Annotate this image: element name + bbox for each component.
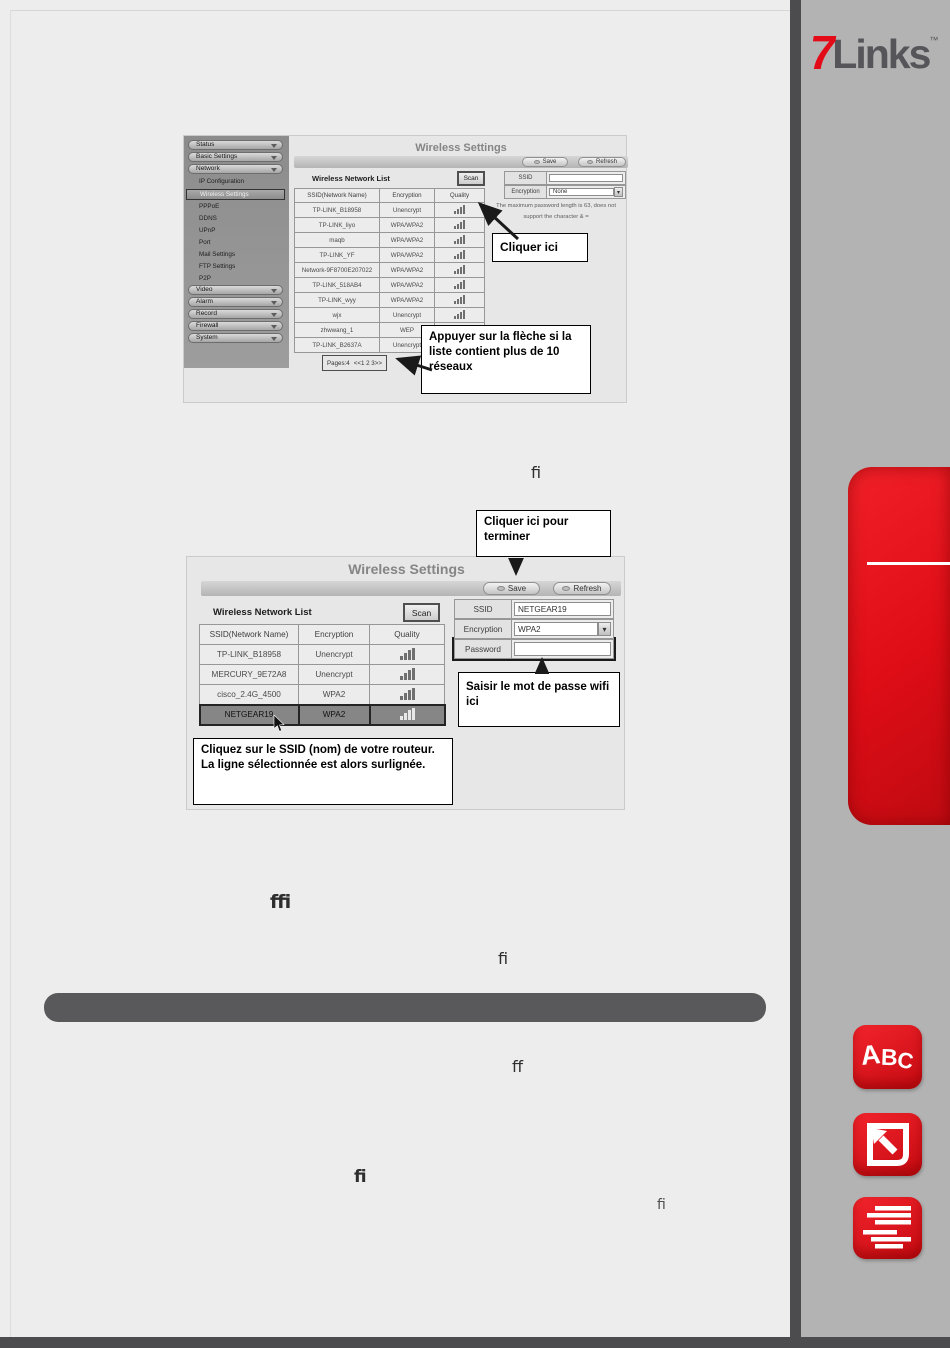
callout-password: Saisir le mot de passe wifi ici — [458, 672, 620, 727]
section-heading-bar — [44, 993, 766, 1022]
sidebar-item-upnp[interactable]: UPnP — [199, 227, 216, 234]
ligature-glyph: fi — [531, 463, 542, 482]
page-frame-left — [10, 10, 11, 1337]
save-icon — [534, 160, 540, 164]
callout-arrow-to-save — [508, 558, 524, 580]
page-title: Wireless Settings — [415, 142, 507, 154]
refresh-label: Refresh — [595, 159, 617, 165]
ligature-glyph: fi — [354, 1167, 367, 1187]
signal-icon — [454, 280, 465, 289]
wifi-settings-panel — [454, 599, 614, 659]
signal-icon — [454, 205, 465, 214]
signal-icon — [454, 220, 465, 229]
callout-arrow-to-pager — [388, 352, 434, 376]
table-row[interactable]: MERCURY_9E72A8 Unencrypt — [200, 665, 445, 685]
ssid-input[interactable] — [549, 174, 623, 182]
table-row[interactable]: zhwwang_1 WEP — [295, 323, 485, 338]
table-row[interactable]: TP-LINK_B18958 Unencrypt — [295, 203, 485, 218]
signal-icon — [454, 250, 465, 259]
sidebar-item-system[interactable]: System — [188, 333, 283, 343]
abc-letter-c: C — [895, 1046, 916, 1074]
callout-finish: Cliquer ici pour terminer — [476, 510, 611, 557]
sidebar-item-basic-settings[interactable]: Basic Settings — [188, 152, 283, 162]
dropdown-arrow-icon[interactable]: ▾ — [598, 622, 611, 636]
encryption-select[interactable]: None — [549, 188, 614, 196]
sidebar-item-port[interactable]: Port — [199, 239, 211, 246]
ssid-label: SSID — [454, 599, 512, 619]
refresh-icon — [562, 586, 570, 591]
sidebar-item-ftp-settings[interactable]: FTP Settings — [199, 263, 236, 270]
sidebar-item-firewall[interactable]: Firewall — [188, 321, 283, 331]
signal-icon — [454, 310, 465, 319]
wireless-network-table — [199, 624, 445, 725]
refresh-icon — [587, 160, 593, 164]
dropdown-arrow-icon[interactable]: ▾ — [614, 187, 623, 197]
table-header-row — [295, 189, 485, 203]
pager-pages: Pages:4 — [327, 359, 350, 367]
encryption-label: Encryption — [504, 185, 547, 199]
sidebar-item-network[interactable]: Network — [188, 164, 283, 174]
password-label: Password — [454, 639, 512, 659]
network-list-title: Wireless Network List — [213, 607, 312, 618]
sidebar-item-wireless-settings[interactable]: Wireless Settings — [186, 189, 285, 200]
sidebar-item-p2p[interactable]: P2P — [199, 275, 211, 282]
brand-logo — [801, 27, 946, 84]
signal-icon — [454, 295, 465, 304]
shortcut-arrow-icon — [853, 1113, 922, 1176]
sidebar-item-mail-settings[interactable]: Mail Settings — [199, 251, 236, 258]
save-label: Save — [507, 584, 527, 593]
ssid-input[interactable]: NETGEAR19 — [514, 602, 611, 616]
logo-links: Links — [832, 31, 930, 77]
red-panel-divider-line — [867, 562, 950, 565]
table-row[interactable]: maqb WPA/WPA2 — [295, 233, 485, 248]
mouse-cursor — [273, 715, 285, 733]
ssid-label: SSID — [504, 171, 547, 185]
ligature-glyph: fi — [498, 949, 509, 968]
camera-ui-sidebar — [184, 136, 289, 368]
abc-letter-b: B — [880, 1043, 899, 1070]
toolbar — [201, 581, 621, 596]
sidebar-item-ip-configuration[interactable]: IP Configuration — [199, 178, 245, 185]
page-title: Wireless Settings — [348, 561, 465, 577]
sidebar-item-alarm[interactable]: Alarm — [188, 297, 283, 307]
table-row[interactable]: TP-LINK_B2637A Unencrypt — [295, 338, 485, 353]
page-frame-top — [10, 10, 790, 11]
sidebar-item-status[interactable]: Status — [188, 140, 283, 150]
refresh-label: Refresh — [573, 584, 602, 593]
refresh-button[interactable] — [553, 582, 611, 595]
red-side-panel — [848, 467, 950, 825]
lines-glyph — [853, 1197, 922, 1259]
abc-glossary-icon — [853, 1025, 922, 1089]
callout-arrow-to-scan — [468, 195, 530, 245]
pager[interactable] — [322, 355, 387, 371]
col-ssid: SSID(Network Name) — [200, 625, 299, 645]
callout-ssid-click: Cliquez sur le SSID (nom) de votre routeur. La ligne sélectionnée est alors surlignée. — [193, 738, 453, 805]
table-row[interactable]: TP-LINK_liyo WPA/WPA2 — [295, 218, 485, 233]
text-lines-icon — [853, 1197, 922, 1259]
signal-icon — [400, 708, 415, 720]
table-row[interactable]: TP-LINK_YF WPA/WPA2 — [295, 248, 485, 263]
col-encryption: Encryption — [380, 189, 435, 203]
arrow-square-glyph — [853, 1113, 922, 1176]
callout-click-here: Cliquer ici — [492, 233, 588, 262]
encryption-label: Encryption — [454, 619, 512, 639]
network-list-title: Wireless Network List — [312, 174, 390, 183]
pager-nav-arrows[interactable]: <<1 2 3>> — [353, 359, 382, 367]
save-label: Save — [542, 159, 557, 165]
ligature-glyph: ffi — [270, 891, 292, 913]
logo-seven: 7 — [804, 27, 840, 80]
abc-letter-a: A — [859, 1038, 883, 1071]
toolbar — [294, 156, 628, 168]
col-quality: Quality — [435, 189, 485, 203]
table-row[interactable]: Network-9F8700E207022 WPA/WPA2 — [295, 263, 485, 278]
signal-icon — [400, 668, 415, 680]
table-header-row — [200, 625, 445, 645]
refresh-button[interactable] — [578, 157, 626, 167]
col-encryption: Encryption — [299, 625, 370, 645]
signal-icon — [400, 648, 415, 660]
abc-letters — [859, 1038, 916, 1074]
col-ssid: SSID(Network Name) — [295, 189, 380, 203]
vertical-divider-bar — [790, 0, 801, 1348]
password-note-line2: support the character & = — [523, 214, 589, 220]
sidebar-item-ddns[interactable]: DDNS — [199, 215, 217, 222]
ligature-glyph: fi — [657, 1197, 666, 1213]
save-button[interactable] — [483, 582, 540, 595]
callout-pager-note: Appuyer sur la flèche si la liste contient plus de 10 réseaux — [421, 325, 591, 394]
sidebar-item-video[interactable]: Video — [188, 285, 283, 295]
signal-icon — [454, 235, 465, 244]
page-bottom-bar — [0, 1337, 950, 1348]
sidebar-item-pppoe[interactable]: PPPoE — [199, 203, 220, 210]
table-row[interactable]: TP-LINK_B18958 Unencrypt — [200, 645, 445, 665]
col-quality: Quality — [370, 625, 445, 645]
table-row[interactable]: TP-LINK_wyy WPA/WPA2 — [295, 293, 485, 308]
ligature-glyph: ff — [512, 1057, 524, 1076]
save-icon — [497, 586, 505, 591]
signal-icon — [454, 265, 465, 274]
sidebar-item-record[interactable]: Record — [188, 309, 283, 319]
password-input[interactable] — [514, 642, 611, 656]
table-row[interactable]: wjx Unencrypt — [295, 308, 485, 323]
trademark-symbol: ™ — [929, 35, 939, 45]
table-row-selected[interactable]: NETGEAR19 WPA2 — [200, 705, 445, 725]
callout-arrow-to-password — [535, 654, 549, 674]
encryption-select[interactable]: WPA2 — [514, 622, 598, 636]
scan-button[interactable]: Scan — [457, 171, 485, 186]
table-row[interactable]: cisco_2.4G_4500 WPA2 — [200, 685, 445, 705]
save-button[interactable] — [522, 157, 568, 167]
table-row[interactable]: TP-LINK_518AB4 WPA/WPA2 — [295, 278, 485, 293]
signal-icon — [400, 688, 415, 700]
scan-button[interactable]: Scan — [403, 603, 440, 622]
password-note-line1: The maximum password length is 63, does not — [496, 203, 616, 209]
